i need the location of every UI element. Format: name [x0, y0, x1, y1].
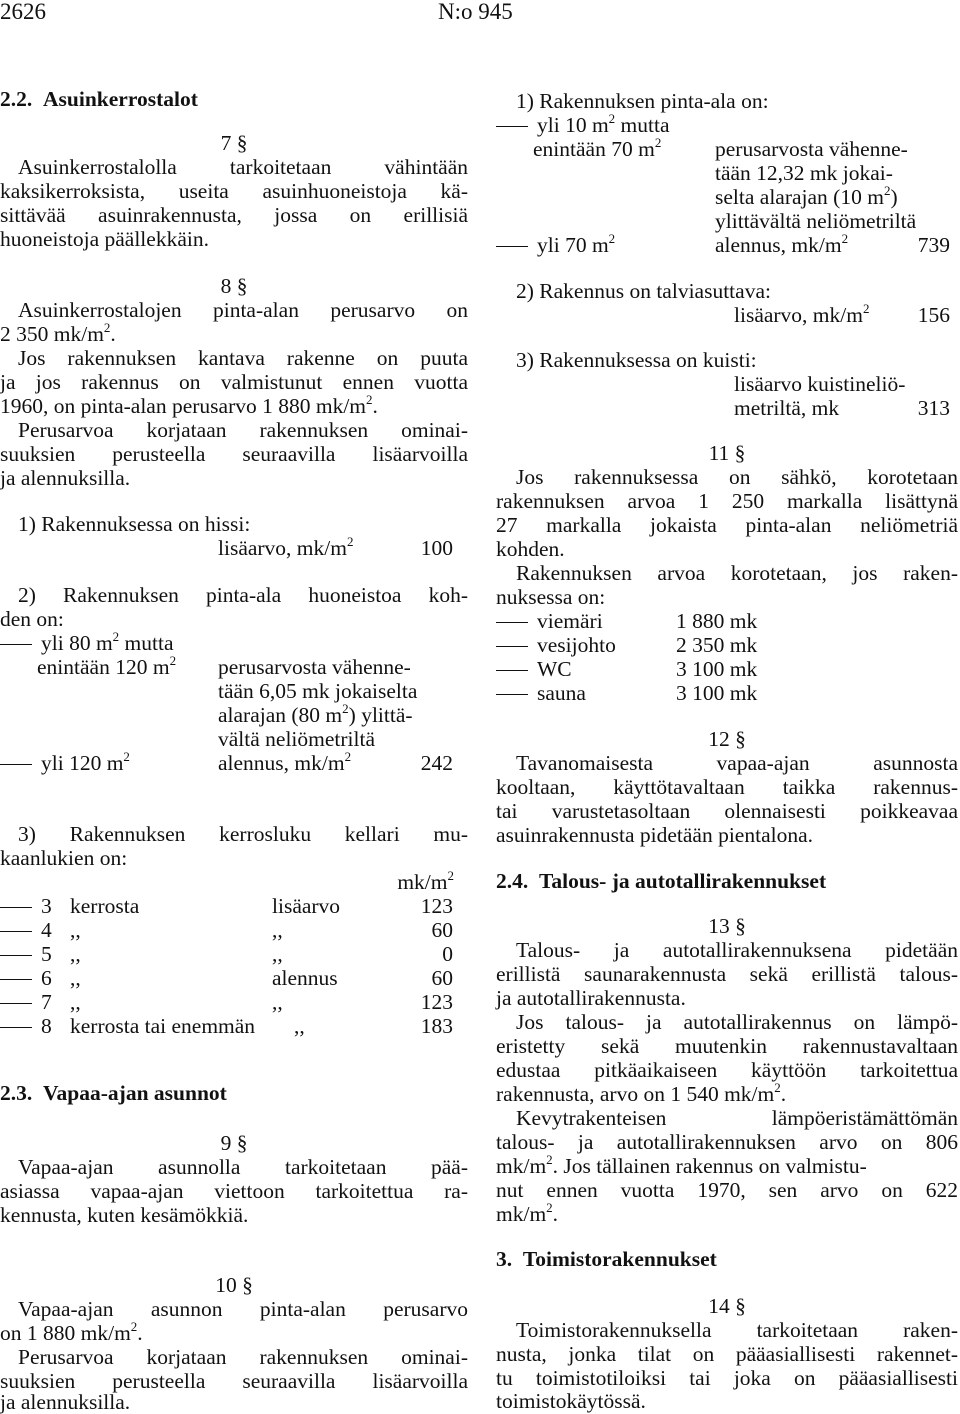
section-7-line: sittävää asuinrakennusta, jossa on erillisiä	[0, 203, 468, 227]
section-13-line: Kevytrakenteisen lämpöeristämättömän	[516, 1106, 958, 1130]
section-8-line: ja alennuksilla.	[0, 466, 131, 490]
section-8-number: 8 §	[220, 274, 248, 298]
dash	[496, 126, 528, 127]
kerros-row-type: ,,	[294, 1014, 305, 1038]
section-8-line: 2 350 $mk/m^2$.	[0, 319, 116, 346]
right-pinta-alennus-value: 739	[917, 233, 950, 257]
section-8-line: Jos rakennuksen kantava rakenne on puuta	[18, 346, 468, 370]
kuisti-label: lisäarvo kuistineliö-	[734, 372, 906, 396]
pinta-desc: perusarvosta vähenne-	[218, 655, 411, 679]
section-7-number: 7 §	[220, 131, 248, 155]
issue-number: N:o 945	[438, 0, 513, 24]
kerros-row-desc: kerrosta	[70, 894, 140, 918]
section-11-line: kohden.	[496, 537, 565, 561]
section-8-line: 1960, on pinta-alan perusarvo 1 880 $mk/m^2$.	[0, 391, 378, 418]
kuisti-label: metriltä, mk	[734, 396, 840, 420]
kerros-row-value: 0	[442, 942, 453, 966]
pinta-title: den on:	[0, 607, 64, 631]
section-11-line: Rakennuksen arvoa korotetaan, jos raken-	[516, 561, 958, 585]
pinta-row-yli120: yli 120 $m^2$	[0, 751, 130, 775]
fixture-value: 1 880 mk	[676, 609, 758, 633]
section-10-line: Perusarvoa korjataan rakennuksen ominai-	[18, 1345, 468, 1369]
kerros-row-desc: ,,	[70, 942, 81, 966]
section-7-line: Asuinkerrostalolla tarkoitetaan vähintään	[18, 155, 468, 179]
dash	[496, 670, 528, 671]
fixture-value: 3 100 mk	[676, 657, 758, 681]
kerros-row: 5	[0, 942, 52, 966]
kerros-row: 8	[0, 1014, 52, 1038]
kerros-title: kaanlukien on:	[0, 846, 128, 870]
section-10-line: suuksien perusteella seuraavilla lisäarvoilla	[0, 1369, 468, 1393]
kerros-row-value: 183	[420, 1014, 453, 1038]
dash	[0, 764, 32, 765]
section-heading-2-4: 2.4. Talous- ja autotallirakennukset	[496, 869, 827, 893]
dash	[0, 644, 32, 645]
section-heading-2-3: 2.3. Vapaa-ajan asunnot	[0, 1081, 227, 1105]
dash	[0, 955, 32, 956]
section-13-line: $mk/m^2$. Jos tällainen rakennus on valmistu-	[496, 1151, 867, 1178]
section-9-line: kennusta, kuten kesämökkiä.	[0, 1203, 249, 1227]
talvi-value: 156	[917, 303, 950, 327]
hissi-label: lisäarvo, $mk/m^2$	[218, 533, 354, 560]
kerros-row-value: 60	[431, 918, 453, 942]
section-12-line: asuinrakennusta pidetään pientalona.	[496, 823, 814, 847]
section-11-line: nuksessa on:	[496, 585, 606, 609]
section-8-line: Asuinkerrostalojen pinta-alan perusarvo on	[18, 298, 468, 322]
section-14-line: tu toimistotiloiksi tai joka on pääasiallisesti	[496, 1366, 958, 1390]
pinta-title: 2) Rakennuksen pinta-ala huoneistoa koh-	[18, 583, 468, 607]
kerros-row-type: ,,	[272, 990, 283, 1014]
dash	[496, 622, 528, 623]
right-pinta-desc: ylittävältä neliömetriltä	[715, 209, 917, 233]
kerros-row-desc: ,,	[70, 990, 81, 1014]
kuisti-title: 3) Rakennuksessa on kuisti:	[516, 348, 757, 372]
section-11-number: 11 §	[708, 441, 746, 465]
dash	[0, 1027, 32, 1028]
left-column	[0, 0, 468, 1414]
pinta-row-enint120: enintään 120 $m^2$	[37, 652, 177, 679]
section-9-line: Vapaa-ajan asunnolla tarkoitetaan pää-	[18, 1155, 468, 1179]
section-7-line: kaksikerroksista, useita asuinhuoneistoja kä-	[0, 179, 468, 203]
dash	[496, 646, 528, 647]
kerros-row-type: ,,	[272, 918, 283, 942]
section-13-number: 13 §	[708, 914, 746, 938]
section-11-line: rakennuksen arvoa 1 250 markalla lisättynä	[496, 489, 958, 513]
fixture-row: sauna	[496, 681, 586, 705]
kuisti-value: 313	[917, 396, 950, 420]
section-14-number: 14 §	[708, 1294, 746, 1318]
pinta-row-yli80: yli 80 $m^2$ mutta	[0, 631, 174, 655]
talvi-title: 2) Rakennus on talviasuttava:	[516, 279, 771, 303]
pinta-alennus-value: 242	[420, 751, 453, 775]
pinta-alennus-label: alennus, $mk/m^2$	[218, 748, 352, 775]
section-13-line: rakennusta, arvo on 1 540 $mk/m^2$.	[496, 1079, 787, 1106]
section-heading-3: 3. Toimistorakennukset	[496, 1247, 717, 1271]
fixture-value: 3 100 mk	[676, 681, 758, 705]
right-pinta-desc: selta alarajan (10 $m^2$)	[715, 182, 898, 209]
section-heading-2-2: 2.2. Asuinkerrostalot	[0, 87, 198, 111]
section-9-line: asiassa vapaa-ajan viettoon tarkoitettua ra-	[0, 1179, 468, 1203]
section-13-line: erillistä saunarakennusta sekä erillistä talous-	[496, 962, 958, 986]
pinta-desc: tään 6,05 mk jokaiselta	[218, 679, 418, 703]
section-13-line: Talous- ja autotallirakennuksena pidetään	[516, 938, 958, 962]
kerros-row-value: 60	[431, 966, 453, 990]
right-pinta-alennus-label: alennus, $mk/m^2$	[715, 230, 849, 257]
section-10-number: 10 §	[215, 1273, 253, 1297]
kerros-row-value: 123	[420, 894, 453, 918]
kerros-row-type: alennus	[272, 966, 338, 990]
section-10-line: on 1 880 $mk/m^2$.	[0, 1318, 143, 1345]
kerros-row: 4	[0, 918, 52, 942]
kerros-row: 6	[0, 966, 52, 990]
dash	[0, 979, 32, 980]
kerros-title: 3) Rakennuksen kerrosluku kellari mu-	[18, 822, 468, 846]
dash	[0, 907, 32, 908]
section-11-line: Jos rakennuksessa on sähkö, korotetaan	[516, 465, 958, 489]
kerros-row: 7	[0, 990, 52, 1014]
hissi-title: 1) Rakennuksessa on hissi:	[18, 512, 251, 536]
right-pinta-desc: perusarvosta vähenne-	[715, 137, 908, 161]
fixture-value: 2 350 mk	[676, 633, 758, 657]
section-12-line: tai varustetasoltaan olennaisesti poikkeavaa	[496, 799, 958, 823]
section-9-number: 9 §	[220, 1131, 248, 1155]
section-8-line: suuksien perusteella seuraavilla lisäarvoilla	[0, 442, 468, 466]
kerros-row-desc: ,,	[70, 918, 81, 942]
section-8-line: ja jos rakennus on valmistunut ennen vuotta	[0, 370, 468, 394]
kerros-row-type: lisäarvo	[272, 894, 341, 918]
dash	[0, 1003, 32, 1004]
dash	[496, 246, 528, 247]
section-13-line: $mk/m^2$.	[496, 1199, 559, 1226]
section-11-line: 27 markalla jokaista pinta-alan neliömetriä	[496, 513, 958, 537]
page-number: 2626	[0, 0, 46, 24]
pinta-desc: vältä neliömetriltä	[218, 727, 376, 751]
kerros-unit: $mk/m^2$	[397, 867, 454, 894]
section-13-line: nut ennen vuotta 1970, sen arvo on 622	[496, 1178, 958, 1202]
fixture-row: WC	[496, 657, 572, 681]
talvi-label: lisäarvo, $mk/m^2$	[734, 300, 870, 327]
dash	[496, 694, 528, 695]
section-14-line: nusta, jonka tilat on pääasiallisesti rakennet-	[496, 1342, 958, 1366]
kerros-row: 3	[0, 894, 52, 918]
section-13-line: ja autotallirakennusta.	[496, 986, 686, 1010]
right-pinta-title: 1) Rakennuksen pinta-ala on:	[516, 89, 769, 113]
right-column	[496, 0, 958, 1414]
section-13-line: talous- ja autotallirakennuksen arvo on 806	[496, 1130, 958, 1154]
kerros-row-desc: ,,	[70, 966, 81, 990]
dash	[0, 931, 32, 932]
section-8-line: Perusarvoa korjataan rakennuksen ominai-	[18, 418, 468, 442]
section-10-line: ja alennuksilla.	[0, 1390, 131, 1414]
section-12-line: Tavanomaisesta vapaa-ajan asunnosta	[516, 751, 958, 775]
fixture-row: vesijohto	[496, 633, 616, 657]
hissi-value: 100	[420, 536, 453, 560]
section-13-line: Jos talous- ja autotallirakennus on lämpö-	[516, 1010, 958, 1034]
right-pinta-enint70: enintään 70 $m^2$	[533, 134, 662, 161]
section-7-line: huoneistoja päällekkäin.	[0, 227, 209, 251]
kerros-row-value: 123	[420, 990, 453, 1014]
kerros-row-type: ,,	[272, 942, 283, 966]
fixture-row: viemäri	[496, 609, 603, 633]
section-14-line: toimistokäytössä.	[496, 1389, 646, 1413]
section-12-line: kooltaan, käyttötavaltaan taikka rakennus-	[496, 775, 958, 799]
right-pinta-yli10: yli 10 $m^2$ mutta	[496, 113, 670, 137]
right-pinta-desc: tään 12,32 mk jokai-	[715, 161, 893, 185]
section-13-line: edustaa pitkäaikaiseen käyttöön tarkoitettua	[496, 1058, 958, 1082]
kerros-row-desc: kerrosta tai enemmän	[70, 1014, 256, 1038]
right-pinta-yli70: yli 70 $m^2$	[496, 233, 615, 257]
pinta-desc: alarajan (80 $m^2$) ylittä-	[218, 700, 413, 727]
section-12-number: 12 §	[708, 727, 746, 751]
section-10-line: Vapaa-ajan asunnon pinta-alan perusarvo	[18, 1297, 468, 1321]
section-14-line: Toimistorakennuksella tarkoitetaan raken-	[516, 1318, 958, 1342]
section-13-line: eristetty sekä muutenkin rakennustavaltaan	[496, 1034, 958, 1058]
